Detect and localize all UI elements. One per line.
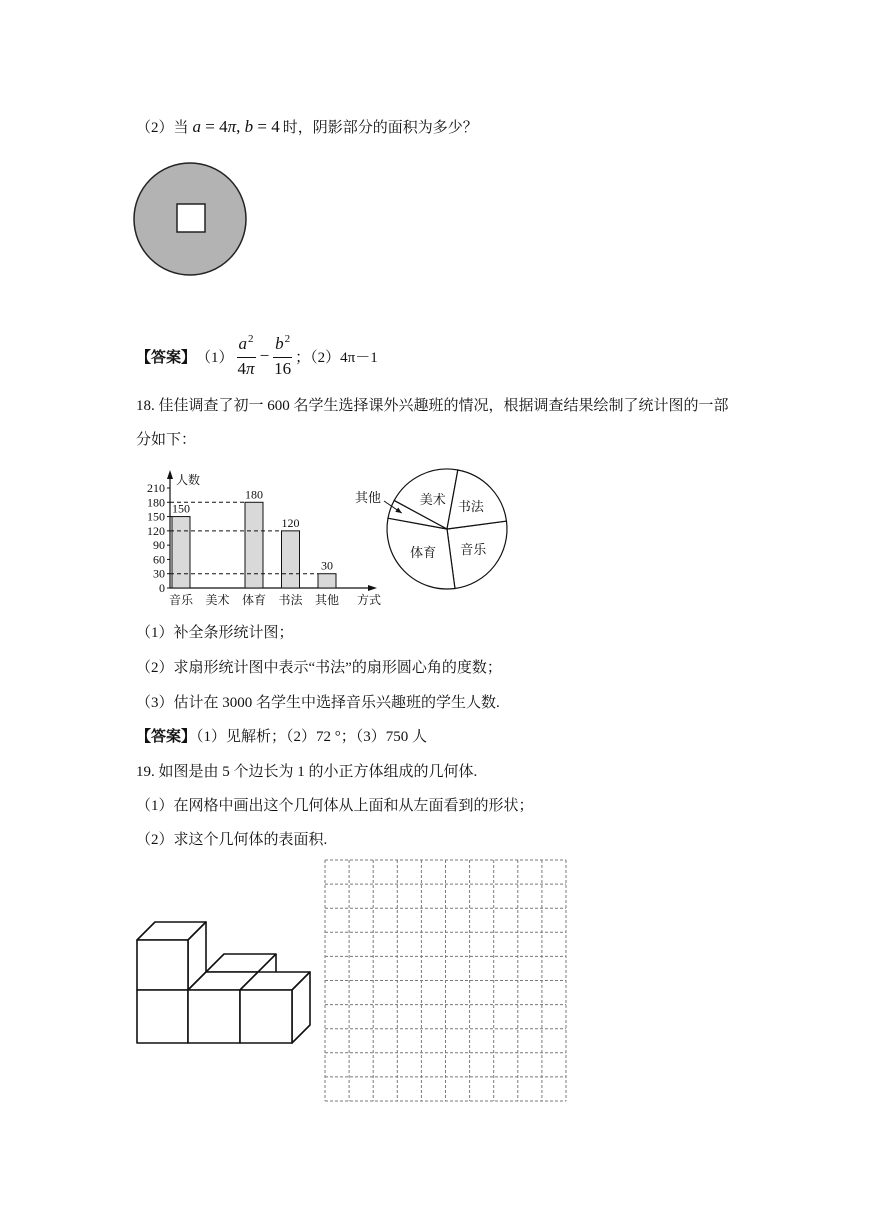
y-tick-label: 60 bbox=[153, 552, 165, 567]
y-tick-label: 150 bbox=[147, 509, 165, 524]
drawing-grid bbox=[324, 859, 568, 1104]
q17-part2-question bbox=[136, 117, 478, 138]
pie-slice-label: 音乐 bbox=[460, 542, 487, 558]
q18-sub3: （3）估计在 3000 名学生中选择音乐兴趣班的学生人数. bbox=[136, 695, 500, 711]
bar bbox=[245, 502, 263, 588]
bar bbox=[282, 531, 300, 588]
x-tick-label: 书法 bbox=[278, 593, 303, 607]
pie-slice-label: 书法 bbox=[457, 499, 484, 515]
q17-condition-math bbox=[193, 117, 280, 136]
exponent: 2 bbox=[248, 333, 254, 345]
fraction-denominator bbox=[236, 358, 257, 379]
fraction-a-squared-over-4pi bbox=[236, 333, 257, 379]
fraction-denominator: 16 bbox=[274, 359, 292, 378]
y-axis-label: 人数 bbox=[176, 473, 201, 487]
grid-lines bbox=[325, 860, 566, 1101]
eq-a: = 4 bbox=[201, 117, 228, 136]
coin-figure bbox=[130, 160, 252, 280]
var-a: a bbox=[192, 117, 202, 136]
y-tick-label: 180 bbox=[147, 495, 165, 510]
y-tick-label: 30 bbox=[153, 566, 165, 581]
q17-part2-tail: 时，阴影部分的面积为多少？ bbox=[282, 120, 478, 136]
q18-sub1: （1）补全条形统计图； bbox=[136, 625, 294, 641]
x-tick-label: 音乐 bbox=[168, 593, 194, 607]
top-left-cube-front-face bbox=[137, 940, 188, 990]
bar-value-label: 120 bbox=[281, 515, 300, 530]
right-cube-front-face bbox=[240, 990, 292, 1043]
bar bbox=[172, 517, 190, 588]
x-axis-label: 方式 bbox=[356, 593, 382, 607]
y-tick-label: 90 bbox=[153, 538, 165, 553]
y-tick-label: 210 bbox=[147, 481, 165, 495]
bar-value-label: 180 bbox=[245, 487, 263, 502]
eq-b: = 4 bbox=[253, 117, 280, 136]
bar bbox=[318, 574, 336, 588]
q18-stem-line1: 18. 佳佳调查了初一 600 名学生选择课外兴趣班的情况，根据调查结果绘制了统计图的一部 bbox=[136, 398, 729, 414]
comma: , bbox=[236, 117, 245, 136]
y-axis-arrow bbox=[167, 470, 173, 479]
x-tick-label: 体育 bbox=[241, 593, 267, 607]
den-number: 4 bbox=[237, 359, 247, 378]
fraction-numerator bbox=[273, 333, 292, 358]
pie-chart bbox=[350, 465, 515, 595]
middle-cube-front-face bbox=[188, 990, 240, 1043]
var-b: b bbox=[244, 117, 254, 136]
var-a: a bbox=[238, 334, 248, 353]
bar-value-label: 30 bbox=[321, 558, 333, 573]
y-tick-label: 120 bbox=[147, 523, 165, 538]
q18-sub2: （2）求扇形统计图中表示“书法”的扇形圆心角的度数； bbox=[136, 660, 502, 676]
q18-stem-line2: 分如下： bbox=[136, 432, 197, 448]
answer-text: （1）见解析；（2）72 °；（3）750 人 bbox=[196, 729, 428, 745]
y-tick-label: 0 bbox=[159, 581, 165, 595]
pie-slice-label: 其他 bbox=[355, 490, 382, 505]
answer-tag: 【答案】 bbox=[136, 729, 197, 745]
pie-slice-label: 体育 bbox=[410, 544, 437, 560]
back-cube-top-face bbox=[206, 954, 276, 972]
pi-symbol: π bbox=[246, 359, 255, 378]
q19-sub1: （1）在网格中画出这个几何体从上面和从左面看到的形状； bbox=[136, 798, 534, 814]
bar-value-label: 150 bbox=[172, 501, 190, 516]
q19-sub2: （2）求这个几何体的表面积. bbox=[136, 832, 328, 848]
pie-slice-label: 美术 bbox=[419, 492, 446, 508]
exponent: 2 bbox=[284, 333, 291, 345]
q17-answer bbox=[136, 333, 378, 379]
q18-answer bbox=[136, 727, 427, 747]
minus-sign: − bbox=[259, 346, 270, 365]
x-tick-label: 其他 bbox=[314, 593, 340, 607]
q19-stem: 19. 如图是由 5 个边长为 1 的小正方体组成的几何体. bbox=[136, 764, 478, 780]
fraction-b-squared-over-16 bbox=[272, 333, 293, 379]
x-tick-label: 美术 bbox=[205, 593, 230, 607]
var-b: b bbox=[275, 334, 284, 353]
pi-symbol: π bbox=[227, 117, 237, 136]
pie-layer bbox=[355, 469, 507, 589]
square-hole bbox=[177, 204, 205, 232]
fraction-numerator bbox=[237, 333, 256, 358]
q17-part2-label: （2）当 bbox=[136, 120, 189, 136]
cube-solid-figure bbox=[130, 912, 320, 1050]
answer-tag: 【答案】 bbox=[136, 349, 197, 366]
answer-part1-label: （1） bbox=[196, 349, 234, 366]
bottom-left-cube-front-face bbox=[137, 990, 188, 1043]
answer-part2: ；（2）4π－1 bbox=[295, 349, 378, 366]
